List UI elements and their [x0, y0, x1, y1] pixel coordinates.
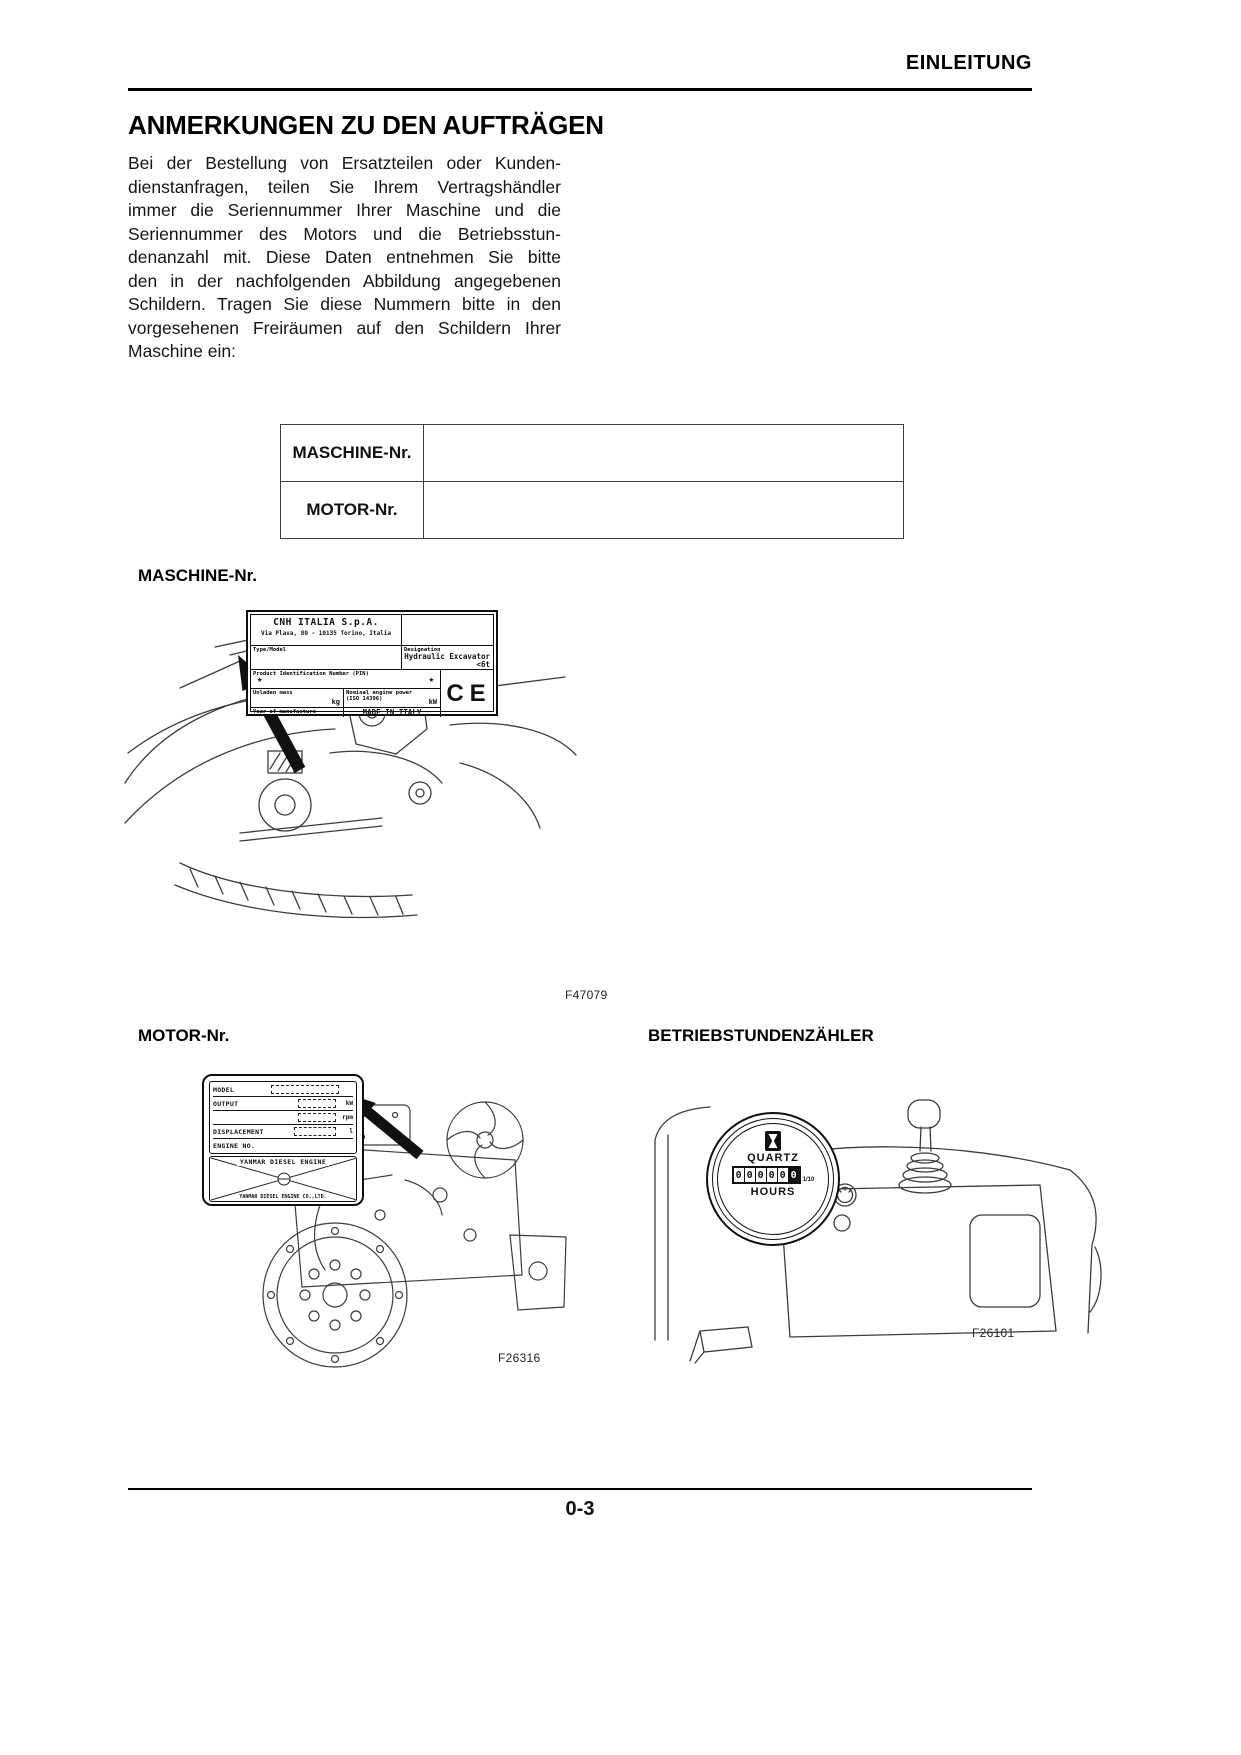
- plate-type-label: Type/Model: [253, 647, 287, 653]
- intro-line: vorgesehenen Freiräumen auf den Schildern Ihrer: [128, 317, 561, 338]
- figure-code-machine: F47079: [565, 988, 608, 1002]
- engine-company: YANMAR DIESEL ENGINE CO.,LTD.: [239, 1194, 327, 1200]
- machine-number-label-cell: MASCHINE-Nr.: [281, 425, 424, 481]
- plate-blank-cell: [402, 615, 493, 645]
- section-label-machine: MASCHINE-Nr.: [138, 566, 258, 585]
- plate-company-address: Via Plava, 80 - 10135 Torino, Italia: [260, 630, 392, 637]
- section-label-hour-meter: BETRIEBSTUNDENZÄHLER: [648, 1026, 874, 1045]
- plate-designation-label: Designation: [404, 647, 441, 653]
- plate-company-cell: [251, 615, 402, 645]
- ce-mark-icon: CE: [446, 679, 492, 707]
- plate-power-cell: [344, 689, 440, 707]
- intro-line: Seriennummer des Motors und die Betriebsstun-: [128, 223, 561, 244]
- plate-designation-value: Hydraulic Excavator <6t: [404, 652, 490, 669]
- engine-id-plate: [202, 1074, 364, 1206]
- meter-counter-row: [732, 1166, 815, 1184]
- plate-pin-label: Product Identification Number (PIN): [253, 671, 369, 677]
- page-number: 0-3: [565, 1498, 595, 1520]
- plate-year-label: Year of manufacture: [253, 709, 316, 715]
- header-rule: [128, 88, 1032, 91]
- engine-model-label: MODEL: [213, 1085, 235, 1094]
- plate-made-in: MADE IN ITALY: [362, 708, 422, 717]
- intro-line: Bei der Bestellung von Ersatzteilen oder Kunden-: [128, 153, 561, 173]
- counter-digit: 0: [745, 1168, 756, 1182]
- star-icon: ★: [257, 675, 263, 685]
- output-unit-kw: kW: [345, 1100, 353, 1107]
- plate-company-row: [251, 615, 493, 645]
- model-value-box: [271, 1085, 339, 1094]
- serial-number-table: [280, 424, 904, 539]
- page-header: EINLEITUNG: [905, 52, 1032, 74]
- plate-designation-cell: [402, 646, 493, 669]
- plate-type-cell: [251, 646, 402, 669]
- plate-mass-label: Unladen mass: [253, 690, 293, 696]
- engine-plate-model-row: [213, 1083, 353, 1097]
- page-title: ANMERKUNGEN ZU DEN AUFTRÄGEN: [128, 110, 604, 140]
- counter-digit: 0: [767, 1168, 778, 1182]
- motor-number-value-cell: [424, 482, 903, 538]
- motor-number-label-cell: MOTOR-Nr.: [281, 482, 424, 538]
- engine-plate-engine-no-row: [213, 1139, 353, 1152]
- intro-line: dienstanfragen, teilen Sie Ihrem Vertragshändler: [128, 176, 561, 197]
- plate-mass-power-row: [251, 688, 440, 707]
- output-unit-rpm: rpm: [342, 1114, 353, 1121]
- intro-line: den in der nachfolgenden Abbildung angegebenen: [128, 270, 561, 291]
- engine-no-label: ENGINE NO.: [213, 1141, 256, 1150]
- table-row: [281, 425, 903, 481]
- plate-power-unit: kW: [428, 698, 437, 706]
- meter-counter: [732, 1166, 801, 1184]
- figure-code-cab: F26101: [972, 1326, 1015, 1340]
- engine-plate-displacement-row: [213, 1125, 353, 1139]
- plate-lower-body: [251, 669, 493, 717]
- engine-plate-output-row: [213, 1097, 353, 1111]
- plate-lower-left: [251, 670, 440, 717]
- machine-number-value-cell: [424, 425, 903, 481]
- engine-plate-rpm-row: [213, 1111, 353, 1125]
- counter-tenth-label: 1/10: [802, 1177, 815, 1183]
- plate-ce-cell: [440, 670, 493, 717]
- counter-digit: 0: [790, 1169, 797, 1181]
- engine-output-label: OUTPUT: [213, 1099, 239, 1108]
- hourglass-icon: [765, 1131, 781, 1151]
- engine-brand: YANMAR DIESEL ENGINE: [210, 1158, 356, 1166]
- intro-line: Maschine ein:: [128, 341, 236, 361]
- machine-id-plate: [246, 610, 498, 716]
- engine-plate-data-panel: [209, 1081, 357, 1154]
- star-icon: ★: [428, 675, 434, 685]
- engine-plate-brand-panel: [209, 1156, 357, 1202]
- counter-digit: 0: [778, 1168, 789, 1182]
- plate-pin-cell: [251, 670, 440, 688]
- displacement-value-box: [294, 1127, 336, 1136]
- hour-meter-gauge: [706, 1112, 840, 1246]
- meter-face: [708, 1114, 838, 1244]
- plate-type-row: [251, 645, 493, 669]
- counter-digit: 0: [734, 1168, 745, 1182]
- meter-unit: HOURS: [750, 1186, 796, 1198]
- rpm-value-box: [298, 1113, 336, 1122]
- figure-code-engine: F26316: [498, 1351, 541, 1365]
- plate-company-name: CNH ITALIA S.p.A.: [273, 617, 379, 628]
- plate-pin-stars: [251, 676, 440, 684]
- machine-id-plate-inner: [250, 614, 494, 717]
- footer-rule: [128, 1488, 1032, 1490]
- meter-brand: QUARTZ: [747, 1152, 799, 1164]
- counter-digit: 0: [756, 1168, 767, 1182]
- table-row: [281, 481, 903, 538]
- intro-line: Schildern. Tragen Sie diese Nummern bitte in den: [128, 294, 561, 314]
- plate-year-cell: [251, 708, 344, 717]
- intro-line: denanzahl mit. Diese Daten entnehmen Sie bitte: [128, 247, 561, 267]
- intro-line: immer die Seriennummer Ihrer Maschine und die: [128, 200, 561, 220]
- output-value-box: [298, 1099, 336, 1108]
- displacement-unit: l: [349, 1128, 353, 1135]
- plate-power-label: Nominal engine power: [346, 690, 413, 696]
- displacement-label: DISPLACEMENT: [213, 1127, 264, 1136]
- section-label-motor: MOTOR-Nr.: [138, 1026, 230, 1045]
- plate-power-sublabel: (ISO 14396): [346, 696, 383, 702]
- intro-paragraph: [128, 152, 561, 364]
- plate-mass-cell: [251, 689, 344, 707]
- plate-year-row: [251, 707, 440, 717]
- plate-mass-unit: kg: [331, 698, 340, 706]
